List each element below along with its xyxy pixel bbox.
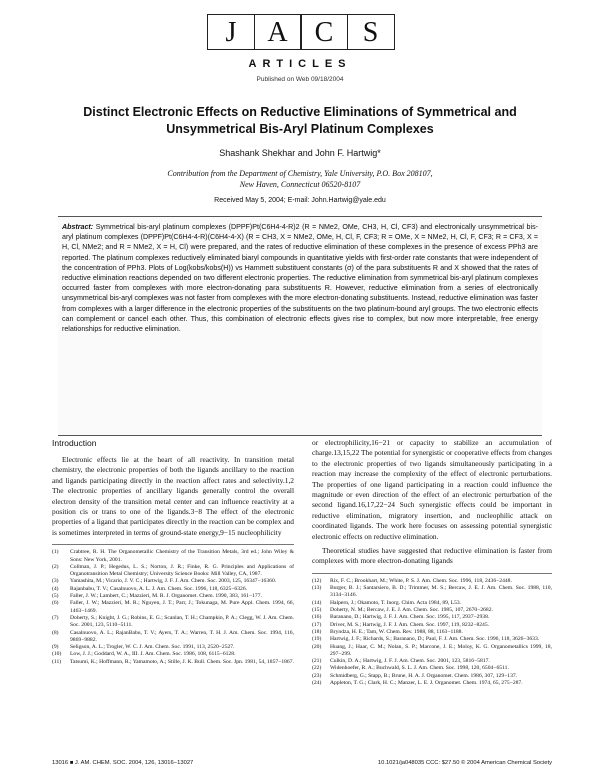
left-column: [52, 455, 294, 666]
reference-text: Widenhoefer, R. A.; Buchwald, S. L. J. Am. Chem. Soc. 1998, 120, 6504−6511.: [330, 665, 509, 672]
reference-text: Baranano, D.; Hartwig, J. F. J. Am. Chem. Soc. 1995, 117, 2937−2938.: [330, 614, 490, 621]
abstract: [62, 222, 538, 334]
reference-text: Low, J. J.; Goddard, W. A., III. J. Am. Chem. Soc. 1986, 108, 6115−6128.: [70, 651, 236, 658]
reference-number: (8): [52, 629, 59, 636]
paragraph: or electrophilicity,16−21 or capacity to stabilize an accumulation of charge.13,15,22 The potential for synergistic or cooperative effects from changes to the electronic properties of two ligands simultaneously participating in a reaction may increase the complexity of the effect of electronic perturbations. The properties of one ligand participating in a reaction could influence the magnitude or even direction of the effect of an electronic perturbation of the second ligand.16,17,22−24 Such synergistic effects could be important in reductive elimination, migratory insertion, and nucleophilic attack on coordinated ligands. The work here focuses on assessing potential synergistic electronic effects on reductive elimination.: [312, 438, 552, 541]
reference-item: [312, 600, 552, 607]
section-heading: Introduction: [52, 438, 97, 448]
reference-item: [312, 644, 552, 659]
reference-item: [52, 586, 294, 593]
logo-letter: S: [362, 17, 379, 48]
reference-number: (10): [52, 651, 62, 658]
reference-number: (2): [52, 563, 59, 570]
reference-item: [52, 659, 294, 666]
reference-text: Seligson, A. L.; Trogler, W. C. J. Am. Chem. Soc. 1991, 113, 2520−2527.: [70, 644, 235, 651]
affiliation-line: Contribution from the Department of Chemistry, Yale University, P.O. Box 208107,: [167, 169, 433, 178]
reference-item: [52, 564, 294, 579]
reference-number: (14): [312, 599, 322, 606]
logo-letter: J: [225, 17, 237, 48]
reference-number: (16): [312, 614, 322, 621]
affiliation: [80, 168, 520, 190]
reference-item: [312, 578, 552, 585]
footer-right: 10.1021/ja048035 CCC: $27.50 © 2004 American Chemical Society: [377, 760, 552, 766]
reference-item: [52, 644, 294, 651]
abstract-text: Symmetrical bis-aryl platinum complexes (DPPF)Pt(C6H4-4-R)2 (R = NMe2, OMe, CH3, H, Cl, CF3) and electronically unsymmetrical bis-aryl platinum complexes (DPPF)Pt(C6H4-4-R)(C6H4-4-X) (R = CH3, X = NMe2, OMe, H, Cl, F, CF3; R = OMe, X = NMe2, H, Cl, F, CF3; R = CF3, X = H, Cl, NMe2; and R = NMe2, X = H, Cl) were prepared, and the rates of reductive elimination of these complexes in the presence of excess PPh3 are reported. The platinum complexes reductively eliminated biaryl compounds in quantitative yields with first-order rate constants that were independent of the concentration of PPh3. Plots of Log(kobs/kobs(H)) vs Hammett substituent constants (σ) of the para substituents R and X showed that the rates of reductive elimination reactions depended on two different electronic properties. The reductive elimination from symmetrical bis-aryl platinum complexes occurred faster from complexes with more electron-donating para substituents R. However, reductive elimination from a series of electronically unsymmetrical bis-aryl complexes was not faster from complexes with the more electron-donating substituents. Instead, reductive elimination was faster from complexes with a larger difference in the electronic properties of the substituents on the two platinum-bound aryl groups. The two electronic effects can complement or cancel each other. Thus, this combination of electronic effects gives rise to complex, but now more interpretable, free energy relationships for reductive elimination.: [62, 223, 538, 334]
reference-number: (6): [52, 600, 59, 607]
paragraph: Theoretical studies have suggested that reductive elimination is faster from complexes with more electron-donating ligands: [312, 546, 552, 566]
abstract-label: Abstract:: [62, 223, 94, 231]
logo-letter-box: [254, 14, 302, 50]
journal-logo: [0, 14, 600, 54]
reference-item: [312, 585, 552, 600]
reference-number: (7): [52, 614, 59, 621]
reference-text: Doherty, N. M.; Bercaw, J. E. J. Am. Chem. Soc. 1985, 107, 2670−2682.: [330, 607, 493, 614]
reference-text: Hartwig, J. F.; Richards, S.; Baranano, D.; Paul, F. J. Am. Chem. Soc. 1996, 118, 3626−3633.: [330, 636, 540, 643]
footnote-divider: [52, 544, 294, 545]
logo-letter-box: [347, 14, 395, 50]
reference-item: [312, 614, 552, 621]
article-title: Distinct Electronic Effects on Reductive Eliminations of Symmetrical and Unsymmetrical Bis-Aryl Platinum Complexes: [83, 105, 517, 136]
reference-item: [312, 680, 552, 687]
logo-letter-box: [300, 14, 348, 50]
reference-item: [312, 629, 552, 636]
reference-item: [312, 636, 552, 643]
right-column: [312, 438, 552, 687]
author-list: Shashank Shekhar and John F. Hartwig*: [219, 148, 381, 158]
paragraph: Electronic effects lie at the heart of all reactivity. In transition metal chemistry, the electronic properties of both the ligands ancillary to the reaction and ligands participating directly in the reaction affect rates and selectivity.1,2 The electronic properties of ancillary ligands generally control the overall electron density of the transition metal center and can influence reactivity at a position cis or trans to one of the ligands.3−8 The effect of the electronic properties of a ligand that participates directly in the reaction can be complex and is sometimes interpreted in terms of ground-state energy,9−15 nucleophilicity: [52, 455, 294, 537]
reference-text: Faller, J. W.; Lambert, C.; Mazzieri, M. R. J. Organomet. Chem. 1990, 383, 161−177.: [70, 593, 262, 600]
footnote-divider: [312, 573, 552, 574]
reference-text: Rajanbabu, T. V.; Casalnuovo, A. L. J. Am. Chem. Soc. 1996, 118, 6325−6326.: [70, 585, 248, 592]
reference-text: Culkin, D. A.; Hartwig, J. F. J. Am. Chem. Soc. 2001, 123, 5816−5817.: [330, 658, 490, 665]
footer-left: 13016 ■ J. AM. CHEM. SOC. 2004, 126, 13016−13027: [52, 760, 194, 766]
reference-list: [312, 578, 552, 687]
reference-item: [52, 651, 294, 658]
reference-number: (13): [312, 585, 322, 592]
reference-text: Collman, J. P.; Hegedus, L. S.; Norton, J. R.; Finke, R. G. Principles and Applications of Organotransition Metal Chemistry; University Science Books: Mill Valley, CA, 1987.: [70, 563, 294, 578]
reference-number: (1): [52, 549, 59, 556]
reference-number: (21): [312, 658, 322, 665]
reference-item: [312, 665, 552, 672]
logo-letter: C: [314, 17, 334, 48]
reference-text: Driver, M. S.; Hartwig, J. F. J. Am. Chem. Soc. 1997, 119, 8232−8245.: [330, 621, 490, 628]
reference-number: (23): [312, 672, 322, 679]
reference-text: Schmidberg, G.; Stapp, B.; Brune, H. A. J. Organomet. Chem. 1986, 307, 129−137.: [330, 672, 518, 679]
reference-text: Faller, J. W.; Mazzieri, M. R.; Nguyen, J. T.; Parr, J.; Tokunaga, M. Pure Appl. Chem. 1994, 66, 1463−1469.: [70, 600, 294, 614]
reference-number: (9): [52, 644, 59, 651]
publication-date: Published on Web 09/18/2004: [256, 76, 344, 83]
reference-number: (24): [312, 680, 322, 687]
reference-text: Doherty, S.; Knight, J. G.; Robins, E. G.; Scanlan, T. H.; Champkin, P. A.; Clegg, W. J. Am. Chem. Soc. 2001, 123, 5110−5111.: [70, 614, 294, 629]
reference-number: (11): [52, 658, 62, 665]
reference-text: Bryndza, H. E.; Tam, W. Chem. Rev. 1988, 88, 1163−1188.: [330, 628, 463, 635]
reference-number: (5): [52, 593, 59, 600]
reference-number: (15): [312, 607, 322, 614]
reference-text: Tatsumi, K.; Hoffmann, R.; Yamamoto, A.; Stille, J. K. Bull. Chem. Soc. Jpn. 1981, 54, 1857−1867.: [70, 658, 294, 665]
reference-item: [52, 630, 294, 645]
reference-item: [52, 600, 294, 615]
reference-number: (22): [312, 665, 322, 672]
reference-text: Yamashita, M.; Vicario, J. V. C.; Hartwig, J. F. J. Am. Chem. Soc. 2003, 125, 16347−16360.: [70, 578, 277, 585]
reference-item: [52, 578, 294, 585]
reference-item: [312, 673, 552, 680]
reference-list: [52, 549, 294, 666]
reference-number: (4): [52, 585, 59, 592]
reference-text: Huang, J.; Haar, C. M.; Nolan, S. P.; Marcone, J. E.; Moloy, K. G. Organometallics 1999, 18, 297−299.: [330, 643, 552, 657]
reference-number: (12): [312, 577, 322, 584]
reference-item: [312, 622, 552, 629]
logo-letter-box: [207, 14, 255, 50]
reference-item: [52, 615, 294, 630]
reference-number: (20): [312, 643, 322, 650]
reference-text: Burger, B. J.; Santarsiero, B. D.; Trimmer, M. S.; Bercaw, J. E. J. Am. Chem. Soc. 1988, 110, 3134−3146.: [330, 585, 552, 599]
logo-letter: A: [267, 17, 288, 48]
reference-number: (17): [312, 621, 322, 628]
reference-text: Appleton, T. G.; Clark, H. C.; Manzer, L. E. J. Organomet. Chem. 1974, 65, 275−287.: [330, 680, 523, 687]
reference-text: Halpern, J.; Okamoto, T. Inorg. Chim. Acta 1984, 89, L53.: [330, 599, 462, 606]
reference-text: Casalnuovo, A. L.; RajanBabu, T. V.; Ayers, T. A.; Warren, T. H. J. Am. Chem. Soc. 1994, 116, 9869−9882.: [70, 629, 294, 643]
reference-item: [312, 607, 552, 614]
affiliation-line: New Haven, Connecticut 06520-8107: [239, 180, 361, 189]
reference-item: [52, 593, 294, 600]
reference-number: (19): [312, 636, 322, 643]
reference-text: Rix, F. C.; Brookhart, M.; White, P. S. J. Am. Chem. Soc. 1996, 118, 2436−2448.: [330, 577, 512, 584]
received-line: Received May 5, 2004; E-mail: John.Hartwig@yale.edu: [214, 197, 386, 204]
reference-text: Crabtree, R. H. The Organometallic Chemistry of the Transition Metals, 3rd ed.; John Wiley & Sons: New York, 2001.: [70, 549, 294, 563]
reference-item: [52, 549, 294, 564]
section-label: ARTICLES: [248, 58, 352, 70]
reference-number: (3): [52, 578, 59, 585]
reference-number: (18): [312, 628, 322, 635]
